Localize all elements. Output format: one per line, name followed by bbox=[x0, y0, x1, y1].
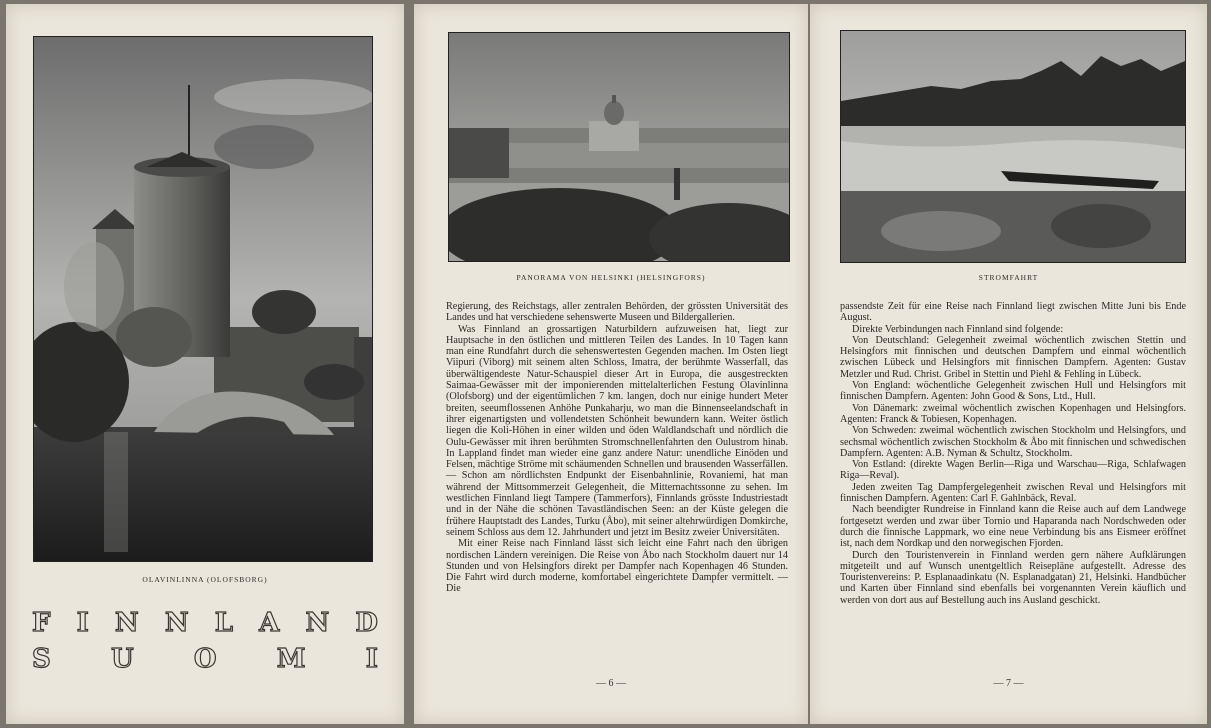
cover-page bbox=[6, 4, 404, 724]
cover-photo-caption: OLAVINLINNA (OLOFSBORG) bbox=[142, 575, 268, 584]
page-7 bbox=[810, 4, 1207, 724]
title-suomi bbox=[32, 644, 378, 674]
rapids-illustration bbox=[841, 31, 1185, 262]
title-letter: N bbox=[164, 608, 189, 638]
paragraph: Mit einer Reise nach Finnland lässt sich leicht eine Fahrt nach den übrigen nordischen Ländern vereinigen. Die Reise von Åbo nach Stockholm dauert nur 14 Stunden und von Helsingfors direkt per Dampfer nach Kopenhagen 46 Stunden. Die Fahrt wird durch moderne, komfortabel eingerichtete Dampfer vermittelt. — Die bbox=[446, 538, 788, 595]
helsinki-panorama-photo bbox=[448, 32, 790, 262]
title-letter: D bbox=[355, 608, 378, 638]
page-6 bbox=[414, 4, 808, 724]
page-number-7: — 7 — bbox=[993, 678, 1024, 689]
title-letter: I bbox=[76, 608, 89, 638]
title-letter: O bbox=[193, 644, 217, 674]
olavinlinna-photo bbox=[33, 36, 373, 562]
paragraph: Von Deutschland: Gelegenheit zweimal wöchentlich zwischen Stettin und Helsingfors mit finnischen und deutschen Dampfern und einmal wöchentlich zwischen Lübeck und Helsingfors mit finnischen Dampfern. Agenten: Gustav Metzler und Rud. Christ. Gribel in Stettin und Piehl & Fehling in Lübeck. bbox=[840, 334, 1186, 380]
paragraph: Nach beendigter Rundreise in Finnland kann die Reise auch auf dem Landwege fortgesetzt werden und zwar über Tornio und Haparanda nach Nordschweden oder durch die finnische Lappmark, wo eine neue Verbindung bis ans Eismeer eröffnet ist, nach dem Nordkap und den norwegischen Fjorden. bbox=[840, 504, 1186, 550]
paragraph: Jeden zweiten Tag Dampfergelegenheit zwischen Reval und Helsingfors mit finnischen Dampfern. Agenten: Carl F. Gahlnbäck, Reval. bbox=[840, 481, 1186, 505]
title-finnland bbox=[32, 608, 378, 638]
paragraph: Von England: wöchentliche Gelegenheit zwischen Hull und Helsingfors mit finnischen Dampfern. Agenten: John Good & Sons, Ltd., Hull. bbox=[840, 380, 1186, 403]
paragraph: Was Finnland an grossartigen Naturbildern aufzuweisen hat, liegt zur Hauptsache in den östlichen und mittleren Teilen des Landes. In 10 Tagen kann man eine Rundfahrt durch die sehenswertesten Gegenden machen. Im Osten liegt Viipuri (Viborg) mit seinem alten Schloss, Imatra, der berühmte Wasserfall, das überwältigendeste Natur-Schauspiel dieser Art in Europa, die ausgestreckten Saimaa-Gewässer mit der imponierenden mittelalterlichen Festung Olavinlinna (Olofsborg) und der eigentümlichen 7 km. langen, doch nur einige hundert Meter breiten, seeumflossenen Anhöhe Punkaharju, wo man die Binnenseelandschaft in ihrer eigenartigsten und vollendetsten Schönheit bewundern kann. Weiter östlich liegen die Koli-Höhen in einer wilden und öden Waldlandschaft und nördlich die Oulu-Gewässer mit ihren berühmten Stromschnellenfahrten den Oulustrom hinab. In Lappland findet man wieder eine ganz andere Natur: unendliche Einöden und Felsen, mächtige Ströme mit schäumenden Schnellen und brausenden Wasserfällen. — Schon am nördlichsten Endpunkt der Eisenbahnlinie, Rovaniemi, hat man während der Mittsommerzeit Gelegenheit, die Mitternachtssonne zu sehen. Im westlichen Finnland liegt Tampere (Tammerfors), Finnlands grösste Industriestadt und in der Nähe die schönen Tavastländischen Seen: an der Küste gelegen die frühere Hauptstadt des Landes, Turku (Åbo), mit seiner altehrwürdigen Domkirche, seinem Schloss aus dem 12. Jahrhundert und jetzt im Besitz zweier Universitäten. bbox=[446, 323, 788, 538]
paragraph: Von Dänemark: zweimal wöchentlich zwischen Kopenhagen und Helsingfors. Agenten: Franck & Tobiesen, Kopenhagen. bbox=[840, 402, 1186, 425]
paragraph: passendste Zeit für eine Reise nach Finnland liegt zwischen Mitte Juni bis Ende August. bbox=[840, 301, 1186, 324]
paragraph: Direkte Verbindungen nach Finnland sind folgende: bbox=[852, 323, 1064, 335]
page7-text-column bbox=[840, 301, 1186, 606]
page6-text-column bbox=[446, 301, 788, 595]
title-letter: A bbox=[259, 608, 280, 638]
title-letter: L bbox=[214, 608, 234, 638]
stromfahrt-photo bbox=[840, 30, 1186, 263]
paragraph: Durch den Touristenverein in Finnland werden gern nähere Aufklärungen mitgeteilt und auf Wunsch unentgeltlich Reisepläne aufgestellt. Adresse des Touristenvereins: P. Esplanaadinkatu (N. Esplanadgatan) 21, Helsinki. Handbücher und Karten über Finnland sind ebenfalls bei vorgenannten Verein käuflich und werden von dort aus auf Bestellung auch ins Ausland geschickt. bbox=[840, 549, 1186, 606]
title-letter: M bbox=[276, 644, 306, 674]
paragraph: Regierung, des Reichstags, aller zentralen Behörden, der grössten Universität des Landes und hat verschiedene sehenswerte Museen und Bildergallerien. bbox=[446, 301, 788, 324]
paragraph: Von Estland: (direkte Wagen Berlin—Riga und Warschau—Riga, Schlafwagen Riga—Reval). bbox=[840, 459, 1186, 482]
title-letter: U bbox=[111, 644, 134, 674]
stromfahrt-caption: STROMFAHRT bbox=[978, 273, 1039, 282]
title-letter: N bbox=[114, 608, 139, 638]
helsinki-illustration bbox=[449, 33, 789, 261]
title-letter: I bbox=[365, 644, 378, 674]
title-letter: N bbox=[305, 608, 330, 638]
panorama-caption: PANORAMA VON HELSINKI (HELSINGFORS) bbox=[516, 273, 706, 282]
title-letter: F bbox=[32, 608, 51, 638]
paragraph: Von Schweden: zweimal wöchentlich zwischen Stockholm und Helsingfors, und sechsmal wöchentlich zwischen Stockholm & Åbo mit finnischen und schwedischen Dampfern. Agenten: A.B. Nyman & Schultz, Stockholm. bbox=[840, 425, 1186, 459]
title-letter: S bbox=[32, 644, 51, 674]
castle-illustration bbox=[34, 37, 372, 561]
page-number-6: — 6 — bbox=[596, 678, 626, 689]
